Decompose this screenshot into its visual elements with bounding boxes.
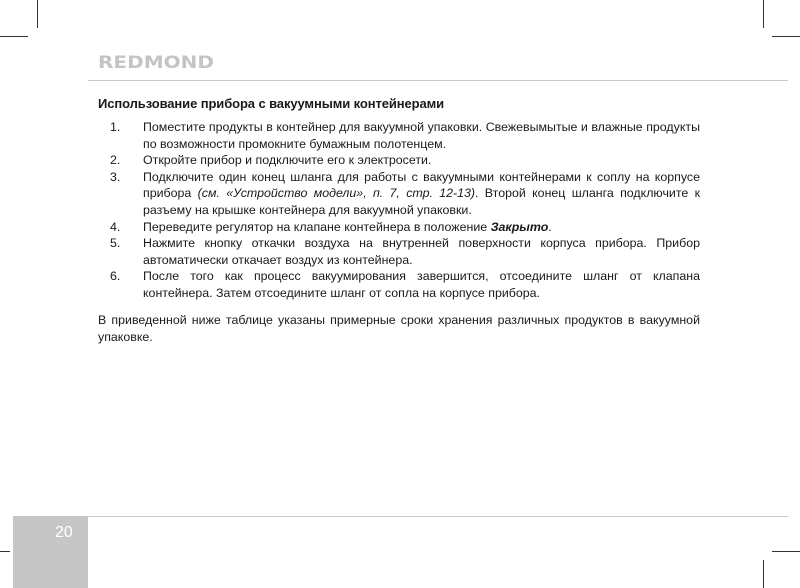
crop-mark-bottom-left-h (0, 551, 10, 552)
step-number: 1. (110, 120, 121, 134)
svg-text:REDMOND: REDMOND (98, 53, 214, 72)
step-text: Переведите регулятор на клапане контейнера в положение (143, 219, 491, 234)
page-number-box (13, 516, 88, 588)
redmond-logo (98, 52, 216, 72)
crop-mark-bottom-right (763, 560, 764, 588)
step-number: 6. (110, 269, 121, 284)
step-number: 3. (110, 169, 121, 184)
step-number: 5. (110, 236, 121, 251)
page-number: 20 (55, 524, 73, 541)
list-item (110, 152, 700, 169)
table-intro-paragraph: В приведенной ниже таблице указаны примерные сроки хранения различных продуктов в вакуумной упаковке. (98, 313, 700, 344)
step-text: Откройте прибор и подключите его к электросети. (143, 153, 432, 168)
step-text: Нажмите кнопку откачки воздуха на внутренней поверхности корпуса прибора. Прибор автоматически откачает воздух из контейнера. (143, 236, 700, 267)
list-item (110, 119, 700, 152)
step-text: Подключите один конец шланга для работы с вакуумными контейнерами к соплу на корпусе прибора (143, 169, 700, 201)
list-item (110, 169, 700, 219)
crop-mark-top-right (763, 0, 764, 28)
step-text: . (548, 219, 552, 234)
step-emphasis: Закрыто (490, 219, 549, 234)
list-item (110, 268, 700, 301)
section-heading: Использование прибора с вакуумными контейнерами (98, 96, 445, 111)
list-item (110, 235, 700, 268)
footer-rule (88, 516, 788, 517)
step-text: . Второй конец шланга подключите к разъему на крышке контейнера для вакуумной упаковки. (143, 186, 700, 217)
step-text: Поместите продукты в контейнер для вакуумной упаковки. Свежевымытые и влажные продукты по возможности промокните бумажным полотенцем. (143, 120, 700, 151)
instruction-list (110, 119, 700, 302)
list-item (110, 219, 700, 236)
step-text: После того как процесс вакуумирования завершится, отсоедините шланг от клапана контейнера. Затем отсоедините шланг от сопла на корпусе прибора. (143, 269, 700, 300)
crop-mark-top-left (37, 0, 38, 28)
crop-mark-bottom-right-h (772, 551, 800, 552)
crop-mark-top-right-h (772, 36, 800, 37)
header-rule (88, 80, 788, 81)
step-number: 2. (110, 153, 121, 168)
step-number: 4. (110, 219, 121, 234)
step-reference: (см. «Устройство модели», п. 7, стр. 12-13) (197, 186, 476, 201)
crop-mark-top-left-h (0, 36, 28, 37)
